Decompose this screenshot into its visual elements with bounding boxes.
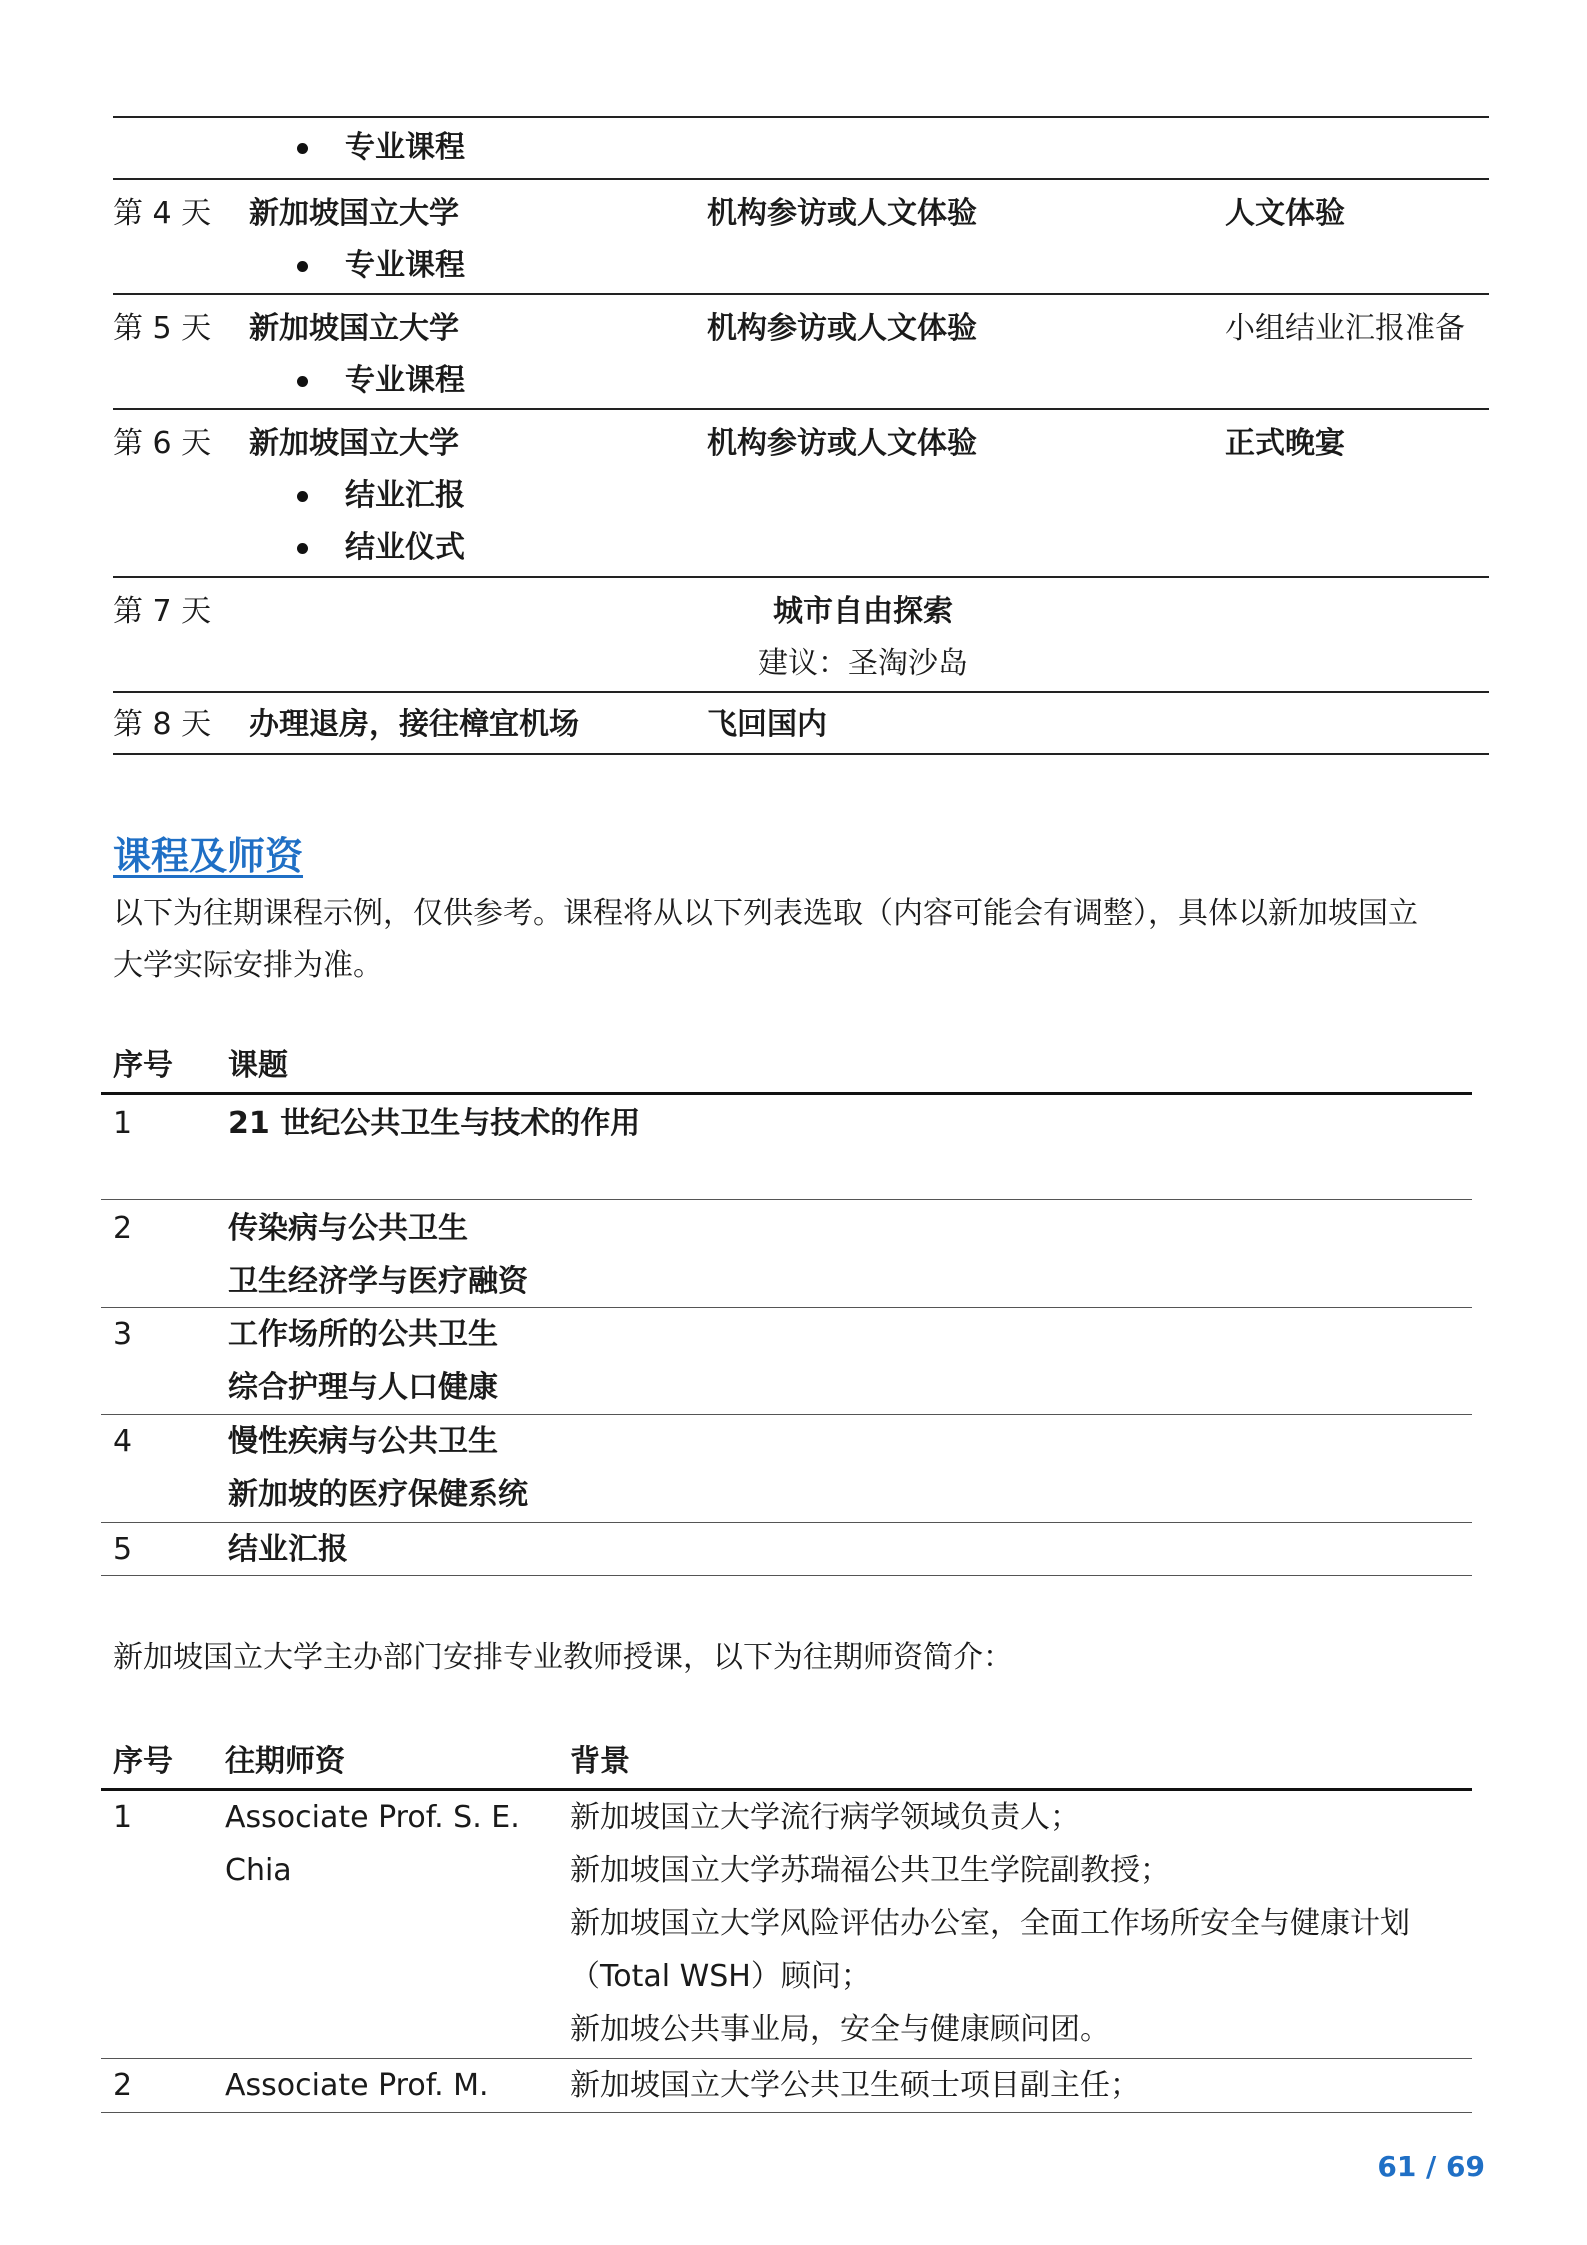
table-header bbox=[101, 1042, 1472, 1090]
course-topic: 卫生经济学与医疗融资 bbox=[228, 1264, 528, 1299]
table-row bbox=[101, 1415, 1472, 1523]
row-number: 5 bbox=[113, 1532, 133, 1567]
row-number: 1 bbox=[113, 1106, 133, 1141]
course-topic: 新加坡的医疗保健系统 bbox=[228, 1477, 528, 1512]
itinerary-row bbox=[113, 116, 1489, 180]
morning-activity: 新加坡国立大学 bbox=[249, 196, 459, 231]
faculty-intro: 新加坡国立大学主办部门安排专业教师授课，以下为往期师资简介： bbox=[113, 1640, 1013, 1675]
table-bottom-rule bbox=[113, 753, 1489, 755]
afternoon-activity: 机构参访或人文体验 bbox=[707, 426, 977, 461]
intro-paragraph-line: 以下为往期课程示例，仅供参考。课程将从以下列表选取（内容可能会有调整），具体以新加坡国立 bbox=[113, 896, 1418, 931]
row-number: 4 bbox=[113, 1424, 133, 1459]
bullet-icon bbox=[297, 543, 308, 554]
free-exploration-title: 城市自由探索 bbox=[773, 594, 953, 629]
afternoon-activity: 飞回国内 bbox=[707, 707, 827, 742]
itinerary-row bbox=[113, 293, 1489, 410]
bullet-icon bbox=[297, 376, 308, 387]
bullet-text: 结业汇报 bbox=[345, 478, 465, 513]
course-topic: 工作场所的公共卫生 bbox=[228, 1317, 498, 1352]
bullet-text: 专业课程 bbox=[345, 130, 465, 165]
course-topic: 21 世纪公共卫生与技术的作用 bbox=[228, 1106, 641, 1141]
row-number: 3 bbox=[113, 1317, 133, 1352]
header-background: 背景 bbox=[570, 1744, 630, 1779]
bullet-text: 专业课程 bbox=[345, 248, 465, 283]
itinerary-bullet bbox=[345, 470, 465, 522]
itinerary-row bbox=[113, 576, 1489, 693]
itinerary-bullet bbox=[345, 122, 465, 174]
faculty-background: 新加坡公共事业局，安全与健康顾问团。 bbox=[570, 2012, 1110, 2047]
faculty-name: Associate Prof. M. bbox=[225, 2068, 489, 2103]
bullet-icon bbox=[297, 261, 308, 272]
day-label: 第 6 天 bbox=[113, 426, 212, 461]
section-heading[interactable]: 课程及师资 bbox=[113, 834, 304, 878]
evening-activity: 正式晚宴 bbox=[1225, 426, 1345, 461]
course-topic: 结业汇报 bbox=[228, 1532, 348, 1567]
course-topic: 综合护理与人口健康 bbox=[228, 1370, 498, 1405]
bullet-icon bbox=[297, 143, 308, 154]
intro-paragraph-line: 大学实际安排为准。 bbox=[113, 948, 383, 983]
morning-activity: 办理退房，接往樟宜机场 bbox=[249, 707, 579, 742]
table-row bbox=[101, 1308, 1472, 1415]
course-topic: 慢性疾病与公共卫生 bbox=[228, 1424, 498, 1459]
itinerary-row bbox=[113, 178, 1489, 295]
itinerary-bullet bbox=[345, 355, 465, 407]
day-label: 第 4 天 bbox=[113, 196, 212, 231]
table-row bbox=[101, 1095, 1472, 1200]
row-number: 2 bbox=[113, 1211, 133, 1246]
faculty-background: （Total WSH）顾问； bbox=[570, 1959, 871, 1994]
faculty-background: 新加坡国立大学风险评估办公室，全面工作场所安全与健康计划 bbox=[570, 1906, 1410, 1941]
faculty-background: 新加坡国立大学苏瑞福公共卫生学院副教授； bbox=[570, 1853, 1170, 1888]
evening-activity: 小组结业汇报准备 bbox=[1225, 311, 1465, 346]
row-number: 2 bbox=[113, 2068, 133, 2103]
table-row bbox=[101, 1791, 1472, 2059]
header-topic: 课题 bbox=[228, 1048, 288, 1083]
faculty-background: 新加坡国立大学公共卫生硕士项目副主任； bbox=[570, 2068, 1140, 2103]
morning-activity: 新加坡国立大学 bbox=[249, 426, 459, 461]
morning-activity: 新加坡国立大学 bbox=[249, 311, 459, 346]
day-label: 第 8 天 bbox=[113, 707, 212, 742]
faculty-name: Associate Prof. S. E. bbox=[225, 1800, 520, 1835]
bullet-text: 结业仪式 bbox=[345, 530, 465, 565]
afternoon-activity: 机构参访或人文体验 bbox=[707, 196, 977, 231]
bullet-icon bbox=[297, 491, 308, 502]
header-number: 序号 bbox=[113, 1744, 173, 1779]
afternoon-activity: 机构参访或人文体验 bbox=[707, 311, 977, 346]
header-number: 序号 bbox=[113, 1048, 173, 1083]
faculty-name: Chia bbox=[225, 1853, 292, 1888]
faculty-background: 新加坡国立大学流行病学领域负责人； bbox=[570, 1800, 1080, 1835]
table-row bbox=[101, 1523, 1472, 1576]
table-header bbox=[101, 1738, 1472, 1786]
evening-activity: 人文体验 bbox=[1225, 196, 1345, 231]
free-exploration-note: 建议：圣淘沙岛 bbox=[758, 646, 968, 681]
table-row bbox=[101, 2059, 1472, 2113]
table-row bbox=[101, 1200, 1472, 1308]
bullet-text: 专业课程 bbox=[345, 363, 465, 398]
itinerary-row bbox=[113, 691, 1489, 755]
page-number: 61 / 69 bbox=[1377, 2150, 1485, 2183]
day-label: 第 7 天 bbox=[113, 594, 212, 629]
course-topic: 传染病与公共卫生 bbox=[228, 1211, 468, 1246]
itinerary-row bbox=[113, 408, 1489, 578]
day-label: 第 5 天 bbox=[113, 311, 212, 346]
itinerary-bullet bbox=[345, 522, 465, 574]
itinerary-bullet bbox=[345, 240, 465, 292]
header-faculty: 往期师资 bbox=[225, 1744, 345, 1779]
row-number: 1 bbox=[113, 1800, 133, 1835]
